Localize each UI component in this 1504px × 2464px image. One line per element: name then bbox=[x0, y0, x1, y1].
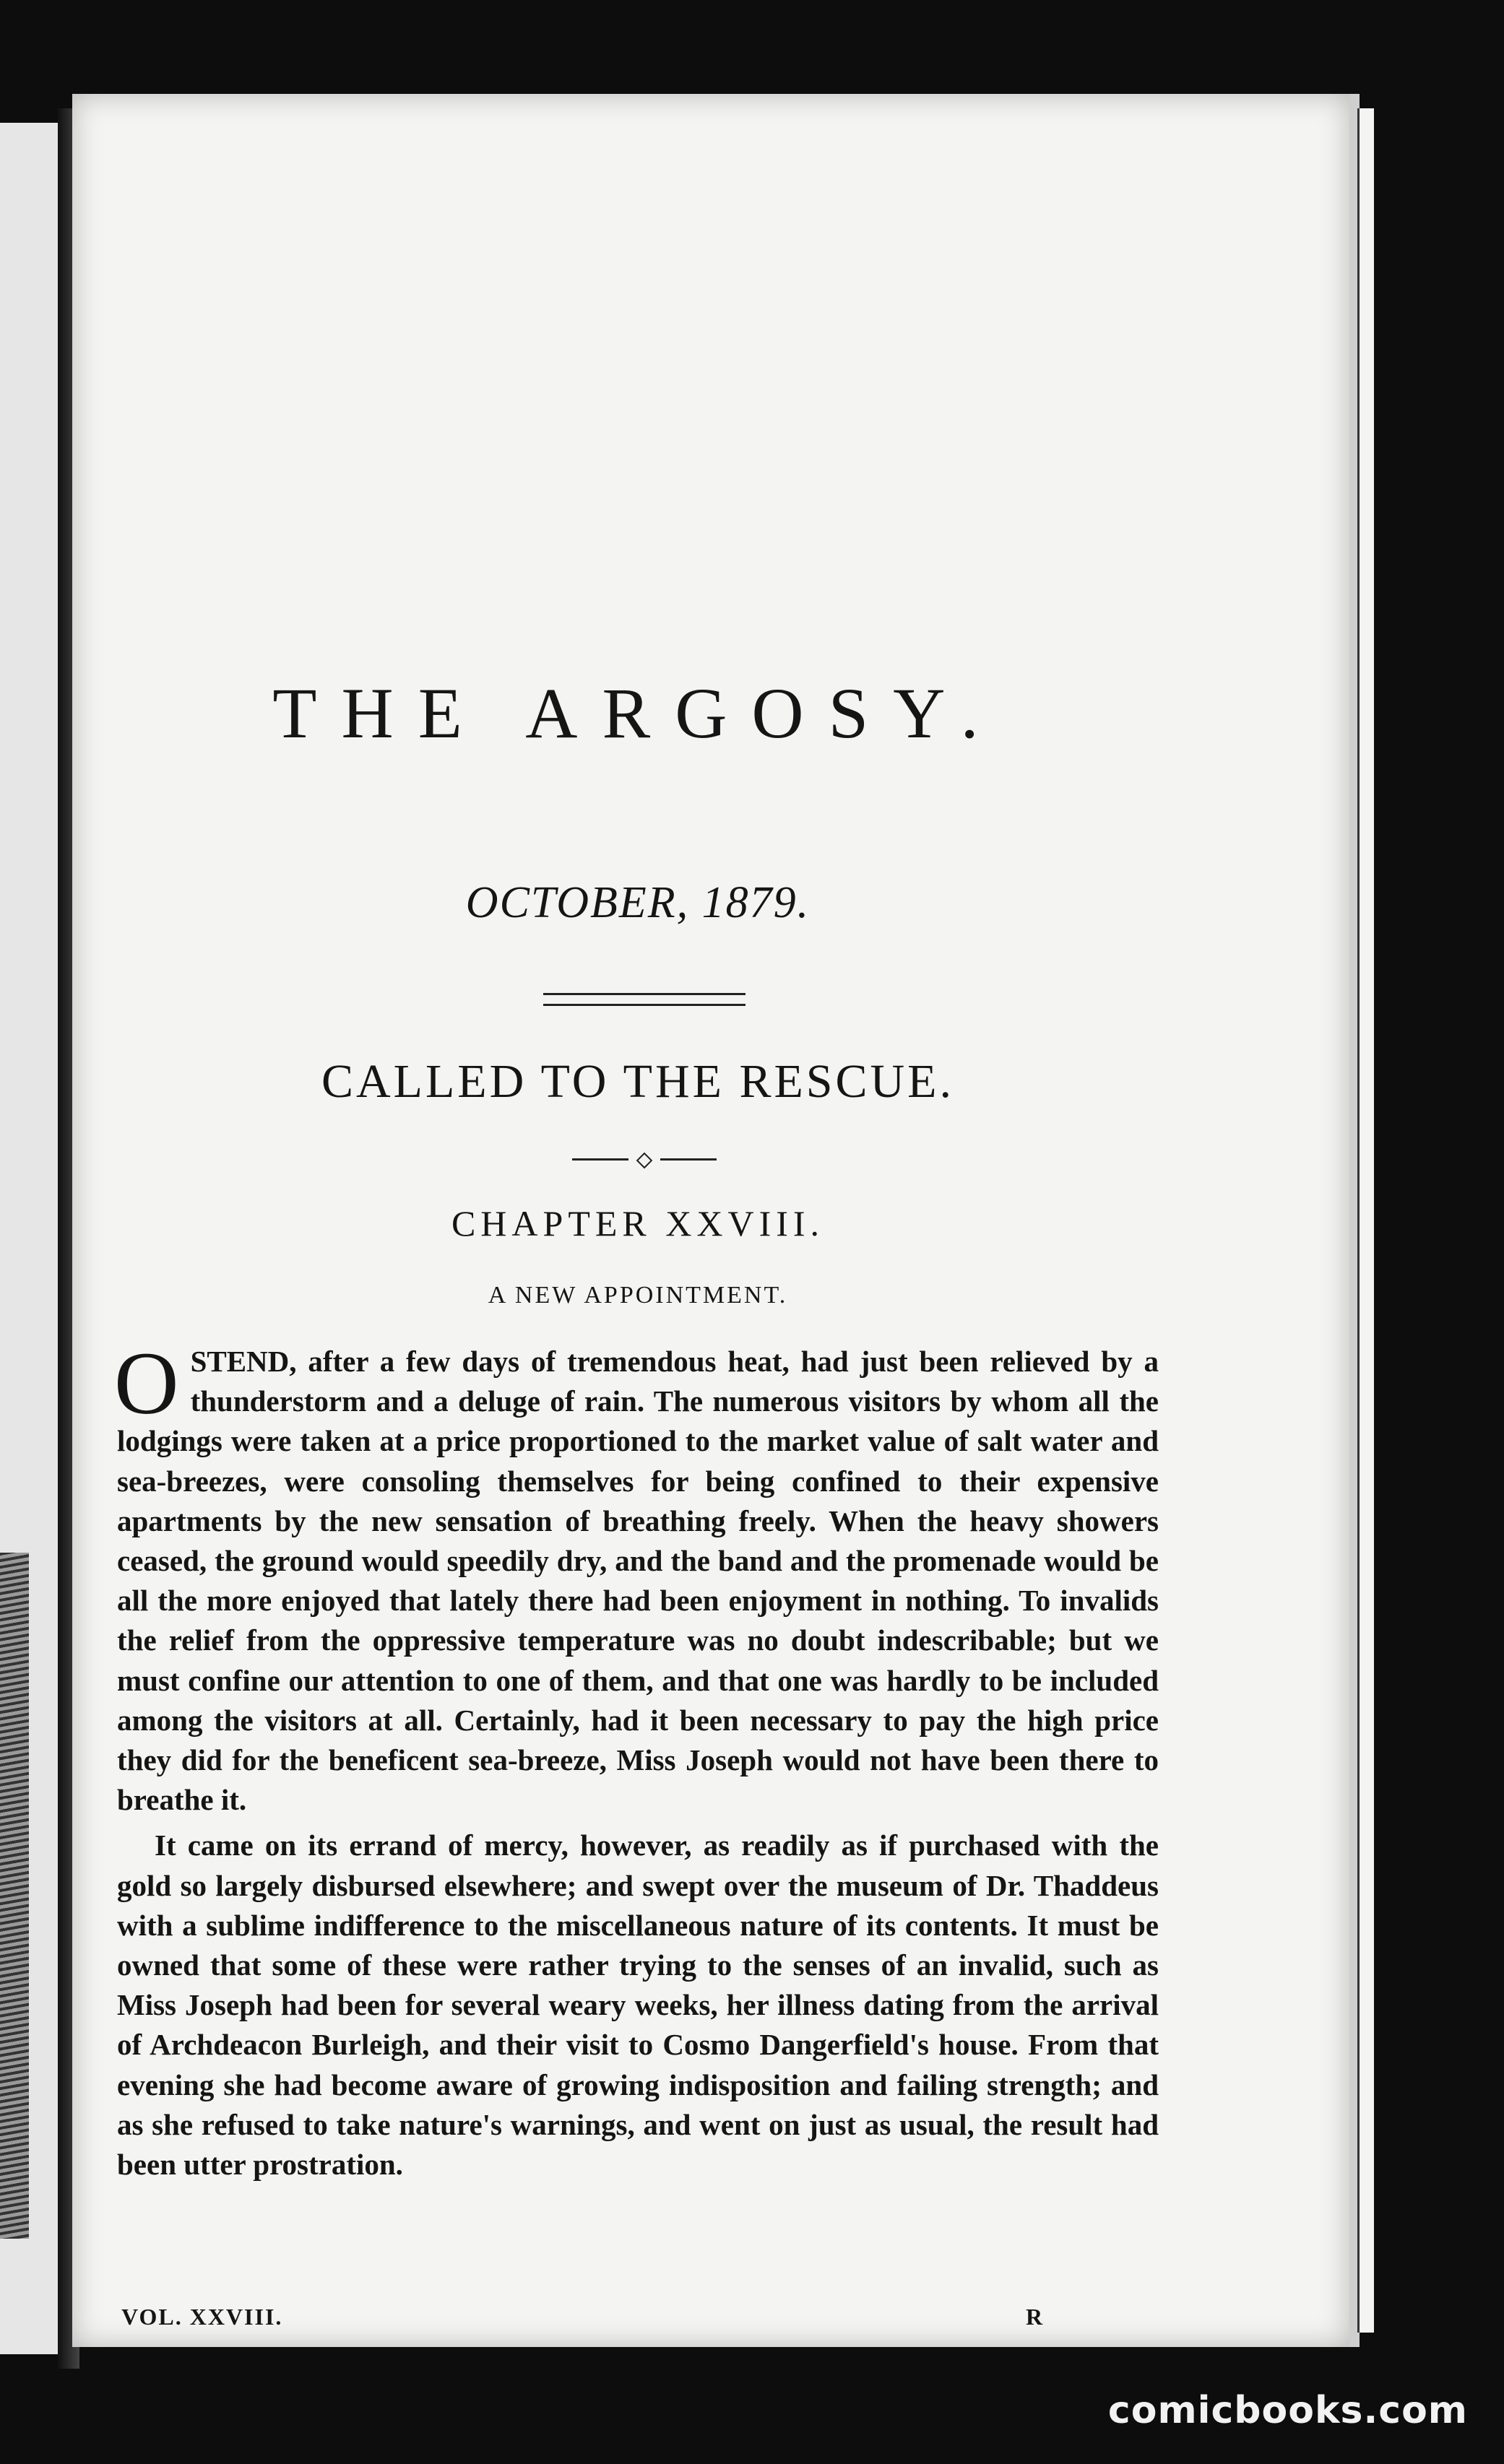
ornament-line-left bbox=[572, 1158, 628, 1161]
paragraph-2: It came on its errand of mercy, however, as readily as if purchased with the gold so largely disbursed elsewhere; and swept over the museum of Dr. Thaddeus with a sublime indifference to the miscellaneous nature of its contents. It must be owned that some of these were rather trying to the senses of an invalid, such as Miss Joseph had been for several weary weeks, her illness dating from the arrival of Archdeacon Burleigh, and their visit to Cosmo Dangerfield's house. From that evening she had become aware of growing indisposition and failing strength; and as she refused to take nature's warnings, and went on just as usual, the result had been utter prostration. bbox=[117, 1829, 1159, 2182]
story-title: CALLED TO THE RESCUE. bbox=[321, 1055, 955, 1108]
paragraph-1-text: STEND, after a few days of tremendous heat, had just been relieved by a thunderstorm and a deluge of rain. The numerous visitors by whom all the lodgings were taken at a price proportioned to the market value of salt water and sea-breezes, were consoling themselves for being confined to their expensive apartments by the new sensation of breathing freely. When the heavy showers ceased, the ground would speedily dry, and the band and the promenade would be all the more enjoyed that lately there had been enjoyment in nothing. To invalids the relief from the oppressive temperature was no doubt indescribable; but we must confine our attention to one of them, and that one was hardly to be included among the visitors at all. Certainly, had it been necessary to pay the high price they did for the beneficent sea-breeze, Miss Joseph would not have been there to breathe it. bbox=[117, 1345, 1159, 1817]
chapter-subtitle: A NEW APPOINTMENT. bbox=[488, 1282, 788, 1309]
facing-page-edge bbox=[0, 123, 62, 2354]
magazine-title: THE ARGOSY. bbox=[272, 673, 1003, 753]
footer-signature-mark: R bbox=[1026, 2304, 1045, 2330]
footer-volume: VOL. XXVIII. bbox=[121, 2304, 283, 2330]
ornament-line-right bbox=[660, 1158, 717, 1161]
drop-cap: O bbox=[114, 1334, 179, 1433]
magazine-page bbox=[72, 94, 1360, 2347]
site-watermark: comicbooks.com bbox=[1107, 2389, 1468, 2432]
ornament-diamond-icon bbox=[636, 1153, 653, 1169]
double-rule-divider bbox=[543, 993, 745, 1006]
paragraph-1 bbox=[114, 1334, 1159, 1820]
body-text bbox=[114, 1334, 1159, 2185]
issue-date: OCTOBER, 1879. bbox=[465, 878, 811, 927]
chapter-heading: CHAPTER XXVIII. bbox=[451, 1203, 825, 1244]
ornament-divider-icon bbox=[572, 1154, 717, 1164]
